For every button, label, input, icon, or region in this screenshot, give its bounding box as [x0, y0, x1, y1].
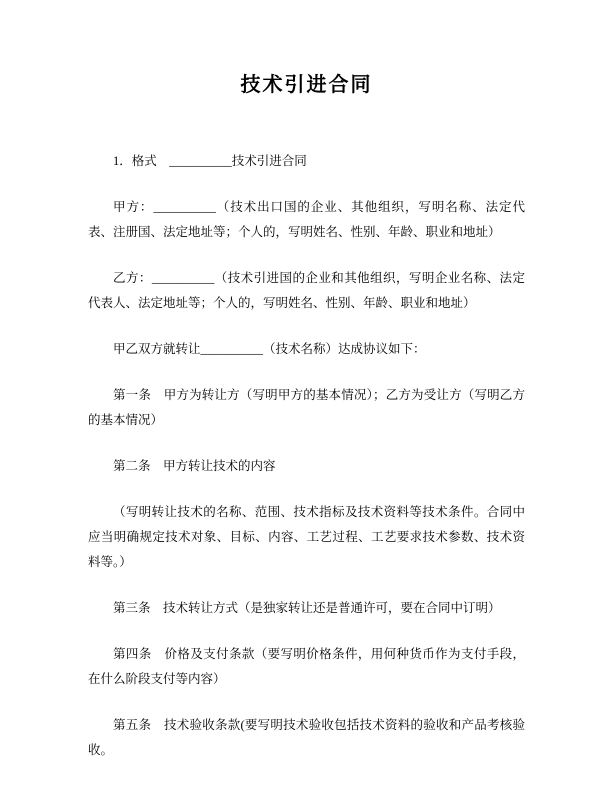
article-5: 第五条 技术验收条款(要写明技术验收包括技术资料的验收和产品考核验收。	[88, 718, 525, 757]
article-2-note: （写明转让技术的名称、范围、技术指标及技术资料等技术条件。合同中应当明确规定技术对象、目标、内容、工艺过程、工艺要求技术参数、技术资料等。）	[88, 505, 525, 569]
article-2: 第二条 甲方转让技术的内容	[113, 459, 276, 473]
agreement-intro: 甲乙双方就转让__________（技术名称）达成协议如下：	[113, 342, 426, 356]
article-1: 第一条 甲方为转让方（写明甲方的基本情况）；乙方为受让方（写明乙方的基本情况）	[88, 388, 525, 427]
article-4: 第四条 价格及支付条款（要写明价格条件，用何种货币作为支付手段，在什么阶段支付等内容）	[88, 647, 525, 686]
party-a-clause: 甲方：__________（技术出口国的企业、其他组织，写明名称、法定代表、注册国、法定地址等；个人的，写明姓名、性别、年龄、职业和地址）	[88, 200, 525, 239]
document-title: 技术引进合同	[240, 74, 373, 96]
article-3: 第三条 技术转让方式（是独家转让还是普通许可，要在合同中订明）	[113, 601, 501, 615]
format-line: 1．格式 __________技术引进合同	[113, 154, 307, 168]
party-b-clause: 乙方：__________（技术引进国的企业和其他组织，写明企业名称、法定代表人、法定地址等；个人的，写明姓名、性别、年龄、职业和地址）	[88, 271, 525, 310]
